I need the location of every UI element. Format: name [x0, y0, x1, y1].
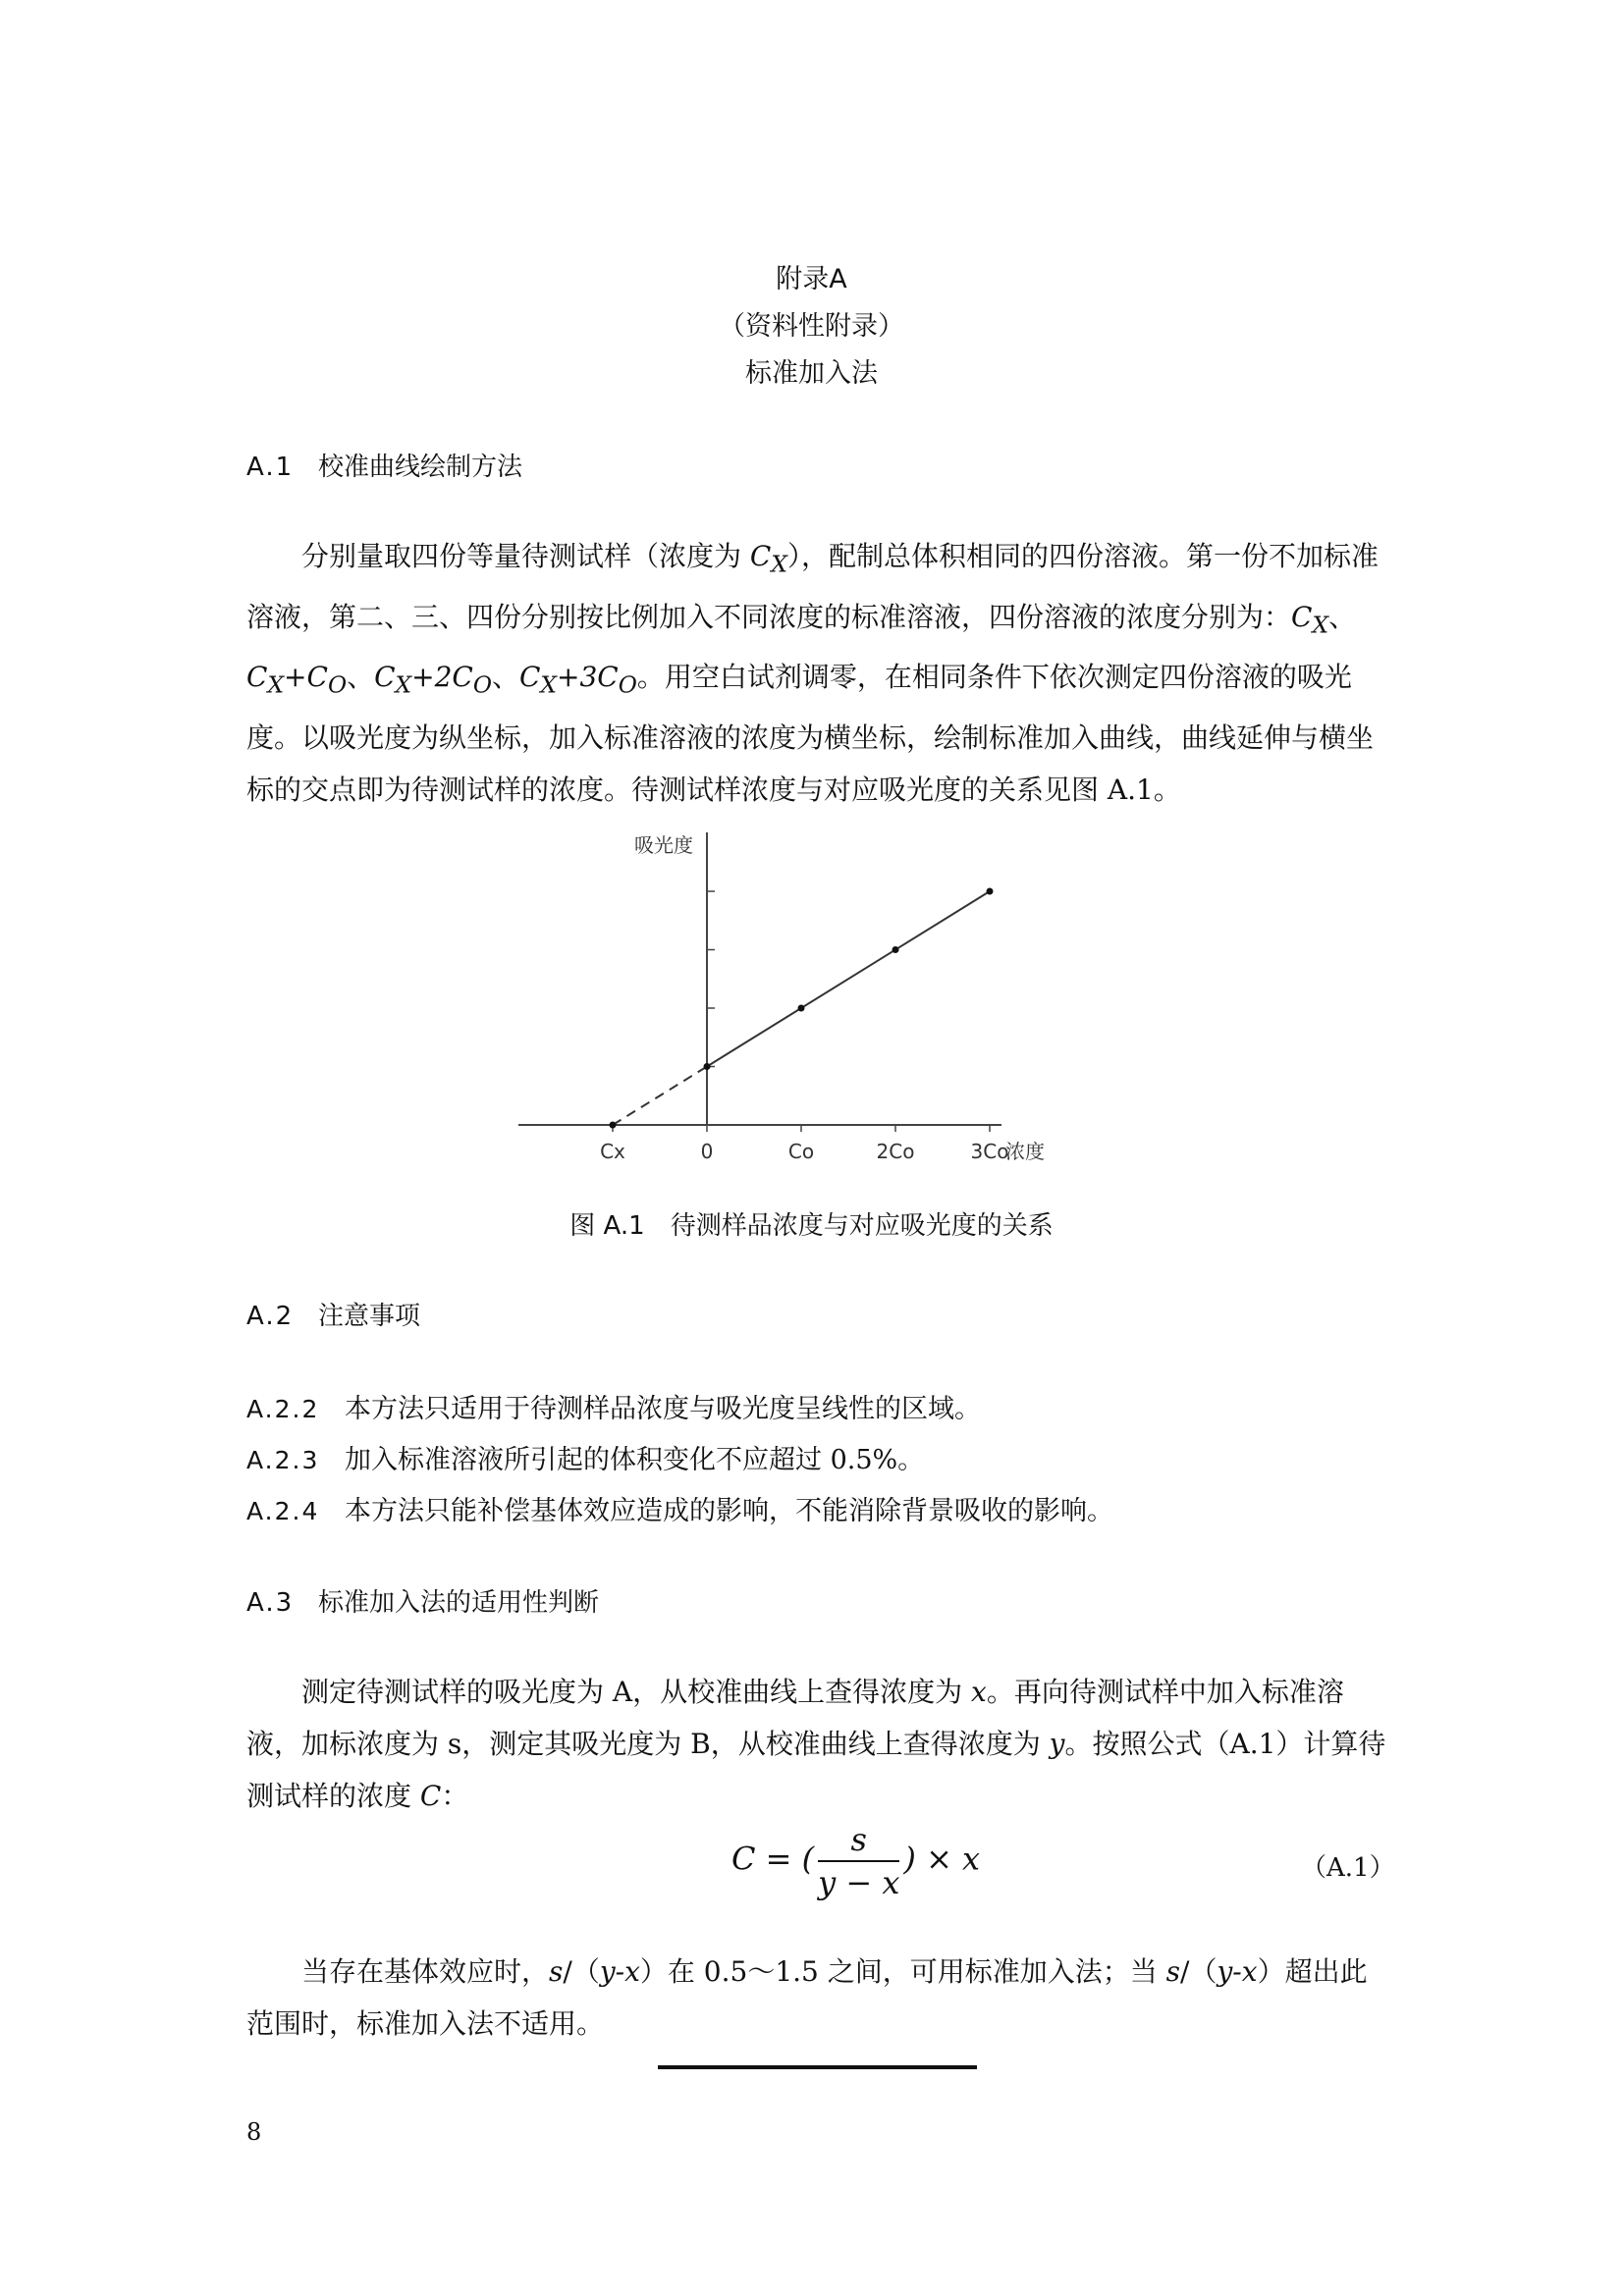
x-tick-label: 0: [700, 1140, 714, 1163]
var-sub: O: [472, 670, 492, 699]
figure-caption: 图 A.1 待测样品浓度与对应吸光度的关系: [569, 1211, 1054, 1241]
x-tick-label: Cx: [600, 1140, 625, 1163]
x-tick-label: 3Co: [970, 1140, 1009, 1163]
item-number: A.2.4: [246, 1497, 320, 1525]
text-run: ：: [441, 1780, 469, 1812]
a2-item: [246, 1438, 924, 1476]
text-run: 测定待测试样的吸光度为 A，从校准曲线上查得浓度为: [301, 1676, 972, 1708]
appendix-type: （资料性附录）: [719, 311, 904, 342]
var-sub: X: [540, 670, 558, 699]
end-rule: [658, 2065, 977, 2069]
var-yx: y-x: [1217, 1955, 1258, 1988]
section-a1-heading: [246, 447, 522, 483]
text-run: 。用空白试剂调零，在相同条件下依次测定四份溶液的吸光度。以吸光度为纵坐标，加入标准溶液的浓度为横坐标，绘制标准加入曲线，曲线延伸与横坐标的交点即为待测试样的浓度。待测试样浓度与对应吸光度的关系见图 A.1。: [246, 661, 1375, 806]
section-a2-heading: [246, 1296, 420, 1332]
x-axis-label: 浓度: [1005, 1140, 1045, 1163]
appendix-title: 标准加入法: [745, 358, 878, 389]
var-s: s: [549, 1955, 564, 1988]
var-sub: X: [771, 550, 787, 578]
item-number: A.2.3: [246, 1446, 320, 1474]
a3-note-paragraph: [246, 1946, 1387, 2050]
var-c: C: [749, 540, 772, 572]
section-title: 标准加入法的适用性判断: [318, 1588, 600, 1618]
text-run: 。按照公式（A.1）计算待测试样的浓度: [246, 1728, 1386, 1812]
fraction-numerator: s: [818, 1821, 899, 1862]
item-number: A.2.2: [246, 1395, 320, 1423]
section-number: A.2: [246, 1302, 295, 1331]
x-tick-label: Co: [787, 1140, 815, 1163]
fraction-denominator: y − x: [818, 1864, 900, 1901]
appendix-label: 附录A: [776, 264, 847, 294]
var-sub: X: [267, 670, 285, 699]
item-text: 加入标准溶液所引起的体积变化不应超过 0.5%。: [345, 1445, 925, 1475]
section-number: A.1: [246, 453, 295, 482]
formula-a1: [731, 1821, 980, 1901]
data-point: [987, 888, 994, 895]
text-run: 当存在基体效应时，: [301, 1955, 550, 1988]
text-run: 分别量取四份等量待测试样（浓度为: [301, 540, 750, 572]
y-axis-label: 吸光度: [634, 833, 693, 857]
data-point: [798, 1005, 805, 1012]
var-yx: y-x: [599, 1955, 640, 1988]
var-sub: O: [618, 670, 637, 699]
var-c: C: [374, 661, 396, 694]
var-sub: X: [395, 670, 412, 699]
section-number: A.3: [246, 1588, 295, 1618]
var-c: +2C: [411, 661, 473, 694]
series-line: [707, 891, 990, 1067]
section-title: 校准曲线绘制方法: [318, 453, 523, 482]
section-a3-heading: [246, 1582, 599, 1619]
a2-item: [246, 1489, 1113, 1527]
x-tick-label: 2Co: [876, 1140, 915, 1163]
data-point: [704, 1063, 711, 1070]
item-text: 本方法只适用于待测样品浓度与吸光度呈线性的区域。: [345, 1394, 981, 1424]
item-text: 本方法只能补偿基体效应造成的影响，不能消除背景吸收的影响。: [345, 1496, 1113, 1526]
text-run: ），配制总体积相同的四份溶液。第一份不加标准溶液，第二、三、四份分别按比例加入不同浓度的标准溶液，四份溶液的浓度分别为：: [246, 540, 1379, 633]
a2-item: [246, 1387, 981, 1425]
data-point: [610, 1122, 617, 1129]
var-c: C: [1291, 600, 1313, 633]
page-number: 8: [246, 2118, 262, 2146]
section-title: 注意事项: [318, 1302, 421, 1331]
a1-paragraph: [246, 530, 1387, 816]
var-c: C: [246, 661, 268, 694]
var-c: +C: [284, 661, 328, 694]
text-run: 、: [347, 661, 375, 694]
var-c: +3C: [557, 661, 619, 694]
var-c: C: [419, 1780, 442, 1812]
formula-fraction: [818, 1821, 899, 1901]
text-run: /（: [1180, 1955, 1217, 1988]
var-s: s: [1165, 1955, 1181, 1988]
concentration-absorbance-chart: [501, 815, 1109, 1178]
extrapolation-line: [613, 1067, 707, 1126]
data-point: [893, 946, 899, 953]
equation-number: （A.1）: [1301, 1853, 1395, 1883]
var-sub: X: [1312, 611, 1329, 639]
text-run: ）在 0.5～1.5 之间，可用标准加入法；当: [639, 1955, 1166, 1988]
a3-paragraph: [246, 1666, 1387, 1822]
formula-lhs: C = (: [731, 1840, 815, 1878]
var-c: C: [518, 661, 541, 694]
formula-rhs: ) × x: [903, 1840, 981, 1878]
text-run: ）超出此范围时，标准加入法不适用。: [246, 1955, 1368, 2040]
text-run: 、: [491, 661, 519, 694]
text-run: 。再向待测试样中加入标准溶液，加标浓度为 s，测定其吸光度为 B，从校准曲线上查得浓度为: [246, 1676, 1344, 1760]
var-x: x: [971, 1676, 987, 1708]
text-run: /（: [563, 1955, 600, 1988]
var-y: y: [1049, 1728, 1065, 1760]
text-run: 、: [1328, 600, 1357, 633]
var-sub: O: [327, 670, 348, 699]
